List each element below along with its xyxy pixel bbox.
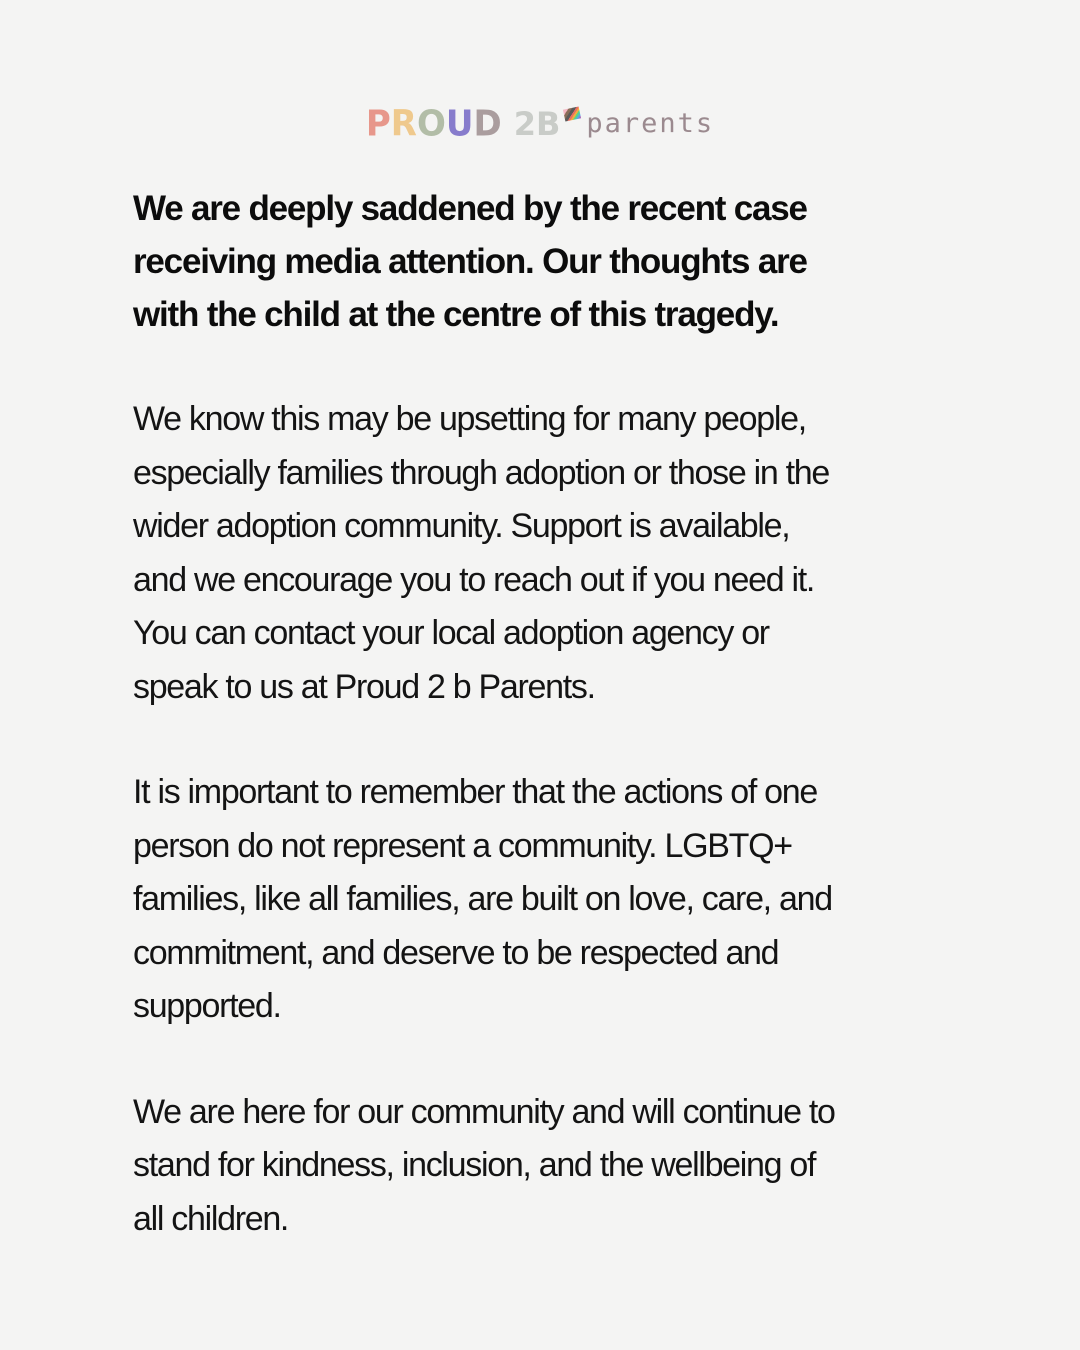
progress-pride-flag-icon <box>563 106 581 121</box>
closing-paragraph <box>133 1086 963 1247</box>
paragraph-line: supported. <box>133 987 281 1025</box>
logo-letter-u: U <box>445 103 474 145</box>
headline-line: with the child at the centre of this tragedy. <box>133 295 779 334</box>
statement-content <box>133 182 963 1298</box>
proud-2b-parents-logo <box>0 104 1080 144</box>
paragraph-line: commitment, and deserve to be respected and <box>133 933 779 972</box>
headline-line: receiving media attention. Our thoughts are <box>133 242 807 281</box>
logo-letter-r: R <box>390 103 417 145</box>
paragraph-line: especially families through adoption or those in the <box>133 453 829 492</box>
headline-line: We are deeply saddened by the recent case <box>133 189 807 228</box>
paragraph-line: person do not represent a community. LGBTQ+ <box>133 826 792 865</box>
paragraph-line: wider adoption community. Support is available, <box>133 507 790 545</box>
statement-headline <box>133 182 963 341</box>
paragraph-line: stand for kindness, inclusion, and the wellbeing of <box>133 1146 816 1184</box>
community-paragraph <box>133 766 963 1034</box>
paragraph-line: families, like all families, are built on love, care, and <box>133 880 832 918</box>
logo-proud-word <box>366 104 502 144</box>
paragraph-line: It is important to remember that the actions of one <box>133 773 817 811</box>
paragraph-line: We know this may be upsetting for many people, <box>133 400 806 438</box>
logo-2b: 2B <box>513 105 561 143</box>
logo-letter-p: P <box>365 103 391 145</box>
paragraph-line: speak to us at Proud 2 b Parents. <box>133 667 595 706</box>
paragraph-line: and we encourage you to reach out if you need it. <box>133 560 815 599</box>
support-paragraph <box>133 393 963 714</box>
paragraph-line: all children. <box>133 1199 289 1238</box>
paragraph-line: You can contact your local adoption agency or <box>133 614 769 652</box>
paragraph-line: We are here for our community and will continue to <box>133 1092 835 1131</box>
logo-parents-word: parents <box>586 108 715 139</box>
logo-letter-o: O <box>416 103 446 145</box>
logo-letter-d: D <box>473 103 502 145</box>
